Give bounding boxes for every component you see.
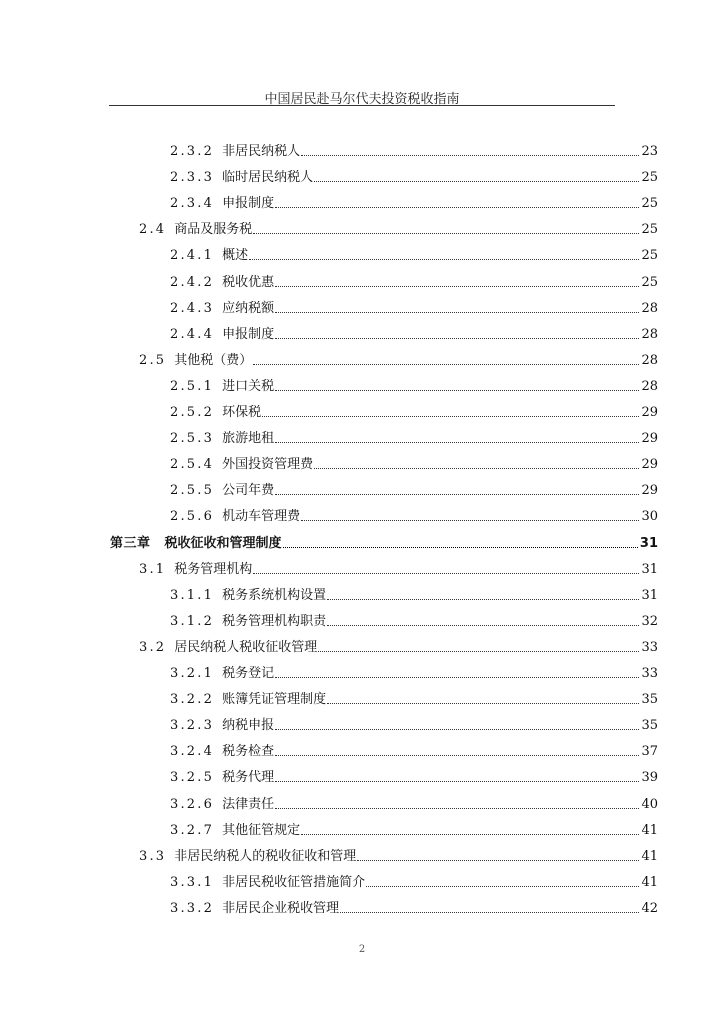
toc-entry-page: 40 xyxy=(641,797,658,812)
toc-entry-number: 3.2 xyxy=(139,640,167,655)
toc-dot-leader xyxy=(275,677,639,678)
toc-subsection-entry[interactable] xyxy=(170,819,658,839)
toc-entry-title: 环保税 xyxy=(222,405,262,420)
toc-entry-number: 3.1 xyxy=(139,562,167,577)
toc-entry-number: 3.2.2 xyxy=(170,692,215,707)
toc-entry-page: 29 xyxy=(641,483,658,498)
toc-entry-number: 2.4.4 xyxy=(170,327,215,342)
toc-entry-page: 31 xyxy=(641,562,658,577)
toc-entry-number: 3.1.2 xyxy=(170,614,215,629)
toc-subsection-entry[interactable] xyxy=(170,401,658,421)
toc-entry-page: 41 xyxy=(641,849,658,864)
toc-entry-page: 25 xyxy=(641,196,658,211)
toc-section-entry[interactable] xyxy=(139,349,658,369)
toc-dot-leader xyxy=(253,364,639,365)
toc-entry-title: 机动车管理费 xyxy=(222,509,301,524)
toc-dot-leader xyxy=(327,703,639,704)
toc-entry-title: 税务检查 xyxy=(222,744,275,759)
toc-entry-number: 3.2.7 xyxy=(170,823,215,838)
toc-subsection-entry[interactable] xyxy=(170,897,658,917)
toc-entry-number: 3.2.1 xyxy=(170,666,215,681)
toc-dot-leader xyxy=(275,207,639,208)
toc-entry-title: 非居民企业税收管理 xyxy=(222,901,340,916)
toc-entry-page: 29 xyxy=(641,405,658,420)
toc-subsection-entry[interactable] xyxy=(170,766,658,786)
toc-entry-number: 2.4 xyxy=(139,222,167,237)
toc-entry-page: 30 xyxy=(641,509,658,524)
toc-dot-leader xyxy=(275,442,639,443)
toc-section-entry[interactable] xyxy=(139,558,658,578)
toc-dot-leader xyxy=(327,625,639,626)
toc-entry-number: 2.5.4 xyxy=(170,457,215,472)
toc-entry-number: 2.5.2 xyxy=(170,405,215,420)
toc-subsection-entry[interactable] xyxy=(170,740,658,760)
toc-entry-page: 28 xyxy=(641,301,658,316)
toc-subsection-entry[interactable] xyxy=(170,140,658,160)
toc-dot-leader xyxy=(275,390,639,391)
toc-entry-number: 2.3.4 xyxy=(170,196,215,211)
toc-dot-leader xyxy=(275,781,639,782)
toc-section-entry[interactable] xyxy=(139,636,658,656)
page-number: 2 xyxy=(358,944,366,955)
toc-entry-title: 税收征收和管理制度 xyxy=(164,536,282,551)
toc-entry-page: 28 xyxy=(641,379,658,394)
toc-dot-leader xyxy=(275,808,639,809)
toc-entry-number: 2.5.6 xyxy=(170,509,215,524)
toc-entry-title: 税务代理 xyxy=(222,770,275,785)
toc-entry-title: 非居民税收征管措施简介 xyxy=(222,875,366,890)
toc-entry-title: 临时居民纳税人 xyxy=(222,170,314,185)
toc-entry-title: 申报制度 xyxy=(222,327,275,342)
toc-subsection-entry[interactable] xyxy=(170,793,658,813)
toc-subsection-entry[interactable] xyxy=(170,688,658,708)
toc-entry-page: 39 xyxy=(641,770,658,785)
header-rule xyxy=(109,105,615,106)
toc-entry-number: 3.2.3 xyxy=(170,718,215,733)
toc-subsection-entry[interactable] xyxy=(170,479,658,499)
toc-section-entry[interactable] xyxy=(139,845,658,865)
toc-dot-leader xyxy=(262,416,639,417)
toc-entry-title: 旅游地租 xyxy=(222,431,275,446)
toc-entry-page: 28 xyxy=(641,327,658,342)
toc-entry-page: 28 xyxy=(641,353,658,368)
toc-entry-title: 应纳税额 xyxy=(222,301,275,316)
toc-entry-title: 非居民纳税人的税收征收和管理 xyxy=(174,849,357,864)
toc-dot-leader xyxy=(318,651,639,652)
toc-entry-number: 2.5.1 xyxy=(170,379,215,394)
running-header-title: 中国居民赴马尔代夫投资税收指南 xyxy=(264,92,460,107)
toc-dot-leader xyxy=(301,155,639,156)
toc-entry-number: 2.4.1 xyxy=(170,248,215,263)
toc-entry-page: 33 xyxy=(641,666,658,681)
toc-subsection-entry[interactable] xyxy=(170,714,658,734)
toc-entry-title: 纳税申报 xyxy=(222,718,275,733)
toc-entry-number: 2.4.3 xyxy=(170,301,215,316)
toc-entry-title: 公司年费 xyxy=(222,483,275,498)
toc-dot-leader xyxy=(275,729,639,730)
toc-entry-page: 33 xyxy=(641,640,658,655)
toc-entry-number: 2.4.2 xyxy=(170,275,215,290)
toc-dot-leader xyxy=(275,338,639,339)
toc-subsection-entry[interactable] xyxy=(170,453,658,473)
toc-entry-page: 25 xyxy=(641,275,658,290)
toc-entry-title: 申报制度 xyxy=(222,196,275,211)
toc-subsection-entry[interactable] xyxy=(170,584,658,604)
toc-entry-page: 29 xyxy=(641,431,658,446)
toc-entry-number: 第三章 xyxy=(110,536,151,551)
toc-entry-page: 25 xyxy=(641,170,658,185)
toc-entry-number: 3.3.2 xyxy=(170,901,215,916)
toc-entry-title: 税务系统机构设置 xyxy=(222,588,327,603)
toc-section-entry[interactable] xyxy=(139,218,658,238)
toc-entry-number: 3.3.1 xyxy=(170,875,215,890)
toc-entry-title: 商品及服务税 xyxy=(174,222,253,237)
toc-entry-page: 23 xyxy=(641,144,658,159)
toc-dot-leader xyxy=(275,286,639,287)
toc-entry-number: 3.2.4 xyxy=(170,744,215,759)
toc-subsection-entry[interactable] xyxy=(170,427,658,447)
toc-entry-page: 37 xyxy=(641,744,658,759)
toc-dot-leader xyxy=(275,312,639,313)
toc-entry-number: 2.5.5 xyxy=(170,483,215,498)
toc-entry-page: 31 xyxy=(641,588,658,603)
toc-entry-title: 税务登记 xyxy=(222,666,275,681)
toc-dot-leader xyxy=(366,886,639,887)
toc-dot-leader xyxy=(314,181,639,182)
toc-entry-number: 3.2.6 xyxy=(170,797,215,812)
toc-entry-number: 3.2.5 xyxy=(170,770,215,785)
toc-entry-page: 25 xyxy=(641,222,658,237)
toc-entry-title: 其他征管规定 xyxy=(222,823,301,838)
toc-entry-title: 居民纳税人税收征收管理 xyxy=(174,640,318,655)
toc-entry-number: 2.3.2 xyxy=(170,144,215,159)
toc-entry-page: 35 xyxy=(641,692,658,707)
toc-entry-title: 非居民纳税人 xyxy=(222,144,301,159)
toc-subsection-entry[interactable] xyxy=(170,297,658,317)
toc-entry-title: 其他税（费） xyxy=(174,353,253,368)
toc-dot-leader xyxy=(253,233,639,234)
toc-subsection-entry[interactable] xyxy=(170,244,658,264)
toc-entry-page: 31 xyxy=(639,536,658,551)
toc-subsection-entry[interactable] xyxy=(170,610,658,630)
toc-entry-title: 概述 xyxy=(222,248,249,263)
toc-dot-leader xyxy=(275,494,639,495)
toc-subsection-entry[interactable] xyxy=(170,505,658,525)
toc-entry-number: 2.5.3 xyxy=(170,431,215,446)
toc-subsection-entry[interactable] xyxy=(170,375,658,395)
toc-subsection-entry[interactable] xyxy=(170,871,658,891)
toc-dot-leader xyxy=(249,259,639,260)
toc-entry-number: 2.3.3 xyxy=(170,170,215,185)
toc-dot-leader xyxy=(340,912,639,913)
toc-entry-page: 41 xyxy=(641,875,658,890)
toc-entry-page: 41 xyxy=(641,823,658,838)
toc-dot-leader xyxy=(314,468,639,469)
toc-dot-leader xyxy=(327,599,639,600)
toc-entry-title: 外国投资管理费 xyxy=(222,457,314,472)
toc-dot-leader xyxy=(357,860,639,861)
toc-subsection-entry[interactable] xyxy=(170,662,658,682)
toc-dot-leader xyxy=(275,755,639,756)
toc-entry-title: 税务管理机构职责 xyxy=(222,614,327,629)
toc-subsection-entry[interactable] xyxy=(170,166,658,186)
toc-subsection-entry[interactable] xyxy=(170,271,658,291)
toc-entry-number: 3.1.1 xyxy=(170,588,215,603)
toc-entry-title: 进口关税 xyxy=(222,379,275,394)
toc-entry-title: 账簿凭证管理制度 xyxy=(222,692,327,707)
toc-dot-leader xyxy=(301,520,639,521)
toc-dot-leader xyxy=(283,547,638,548)
toc-subsection-entry[interactable] xyxy=(170,323,658,343)
toc-entry-number: 3.3 xyxy=(139,849,167,864)
toc-entry-title: 税收优惠 xyxy=(222,275,275,290)
toc-chapter-entry[interactable] xyxy=(110,532,658,552)
toc-subsection-entry[interactable] xyxy=(170,192,658,212)
toc-entry-page: 25 xyxy=(641,248,658,263)
toc-dot-leader xyxy=(301,834,639,835)
toc-dot-leader xyxy=(253,573,639,574)
toc-entry-page: 35 xyxy=(641,718,658,733)
toc-entry-title: 法律责任 xyxy=(222,797,275,812)
toc-entry-page: 32 xyxy=(641,614,658,629)
toc-entry-title: 税务管理机构 xyxy=(174,562,253,577)
toc-entry-page: 29 xyxy=(641,457,658,472)
toc-entry-page: 42 xyxy=(641,901,658,916)
toc-entry-number: 2.5 xyxy=(139,353,167,368)
